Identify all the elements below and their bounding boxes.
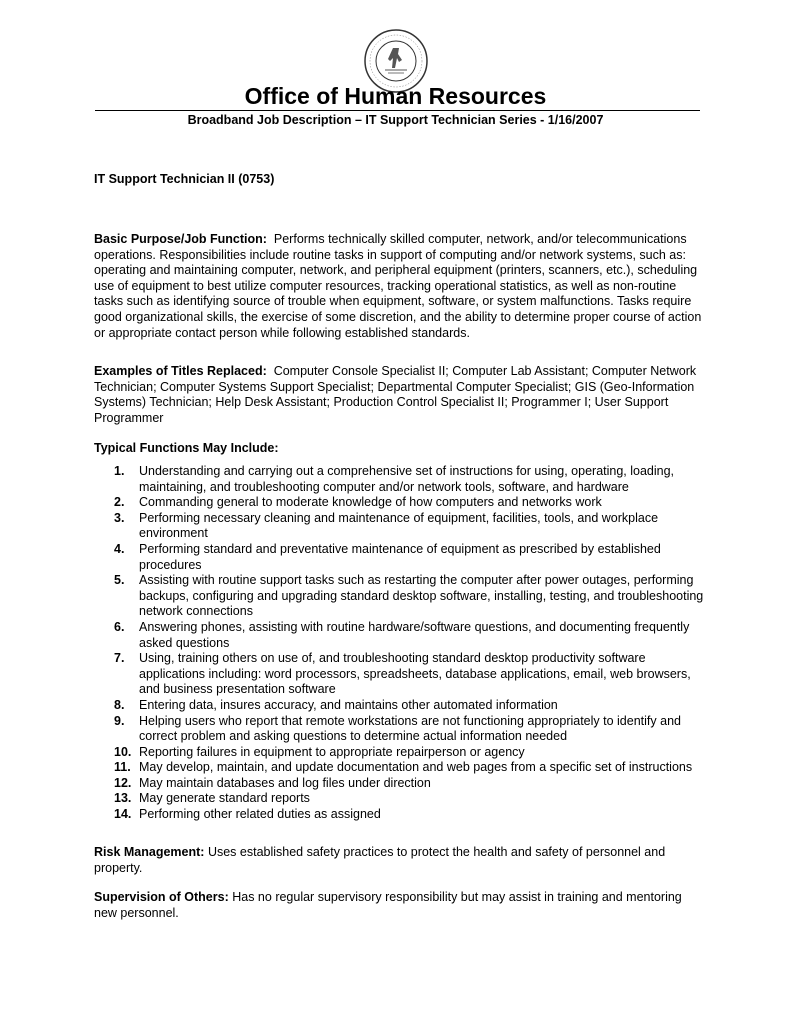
list-item-text: Performing other related duties as assigned	[139, 807, 381, 822]
list-item	[114, 651, 704, 698]
basic-purpose-label: Basic Purpose/Job Function:	[94, 232, 267, 246]
list-item-number: 14.	[114, 807, 132, 822]
list-item-text: Helping users who report that remote workstations are not functioning appropriately to identify and correct problem and asking questions to determine actual information needed	[139, 713, 681, 744]
list-item	[114, 714, 704, 745]
list-item	[114, 573, 704, 620]
list-item	[114, 807, 704, 823]
risk-management-section	[94, 845, 706, 876]
list-item-text: Assisting with routine support tasks such as restarting the computer after power outages, performing backups, configuring and upgrading standard desktop software, installing, testing, and troubleshooting network connections	[139, 573, 704, 619]
list-item-number: 2.	[114, 495, 125, 510]
position-title: IT Support Technician II (0753)	[94, 172, 275, 186]
list-item	[114, 760, 704, 776]
list-item-text: Understanding and carrying out a comprehensive set of instructions for using, operating, loading, maintaining, and troubleshooting computer and/or network tools, software, and hardware	[139, 464, 675, 494]
basic-purpose-text: Performs technically skilled computer, network, and/or telecommunications operations. Responsibilities include routine tasks in support of computing and/or network systems, such as: operating and maintaining computer, network, and peripheral equipment (printers, scanners, etc.), scheduling use of equipment to best utilize computer resources, tracking operational statistics, as well as non-routine tasks such as identifying source of trouble when equipment, software, or system malfunctions. Tasks require good organizational skills, the exercise of some discretion, and the ability to determine proper course of action or appropriate contact person while following established standards.	[94, 232, 702, 340]
list-item-text: May maintain databases and log files under direction	[139, 775, 431, 790]
list-item	[114, 464, 704, 495]
risk-management-text: Uses established safety practices to protect the health and safety of personnel and property.	[94, 845, 666, 875]
list-item-number: 4.	[114, 541, 125, 556]
list-item	[114, 511, 704, 542]
typical-functions-list	[114, 464, 704, 823]
page-title: Office of Human Resources	[244, 83, 547, 109]
list-item-number: 11.	[114, 760, 131, 775]
list-item	[114, 620, 704, 651]
list-item-text: May generate standard reports	[139, 791, 310, 806]
list-item-number: 8.	[114, 697, 125, 712]
list-item-text: Performing necessary cleaning and maintenance of equipment, facilities, tools, and workplace environment	[139, 510, 659, 541]
list-item-text: May develop, maintain, and update documentation and web pages from a specific set of instructions	[139, 760, 693, 775]
list-item-text: Commanding general to moderate knowledge of how computers and networks work	[139, 495, 602, 510]
list-item	[114, 698, 704, 714]
list-item	[114, 791, 704, 807]
list-item-number: 5.	[114, 573, 125, 588]
supervision-label: Supervision of Others:	[94, 890, 229, 904]
list-item-number: 1.	[114, 464, 125, 478]
risk-management-label: Risk Management:	[94, 845, 205, 859]
list-item-text: Entering data, insures accuracy, and maintains other automated information	[139, 697, 558, 712]
titles-replaced-section	[94, 364, 706, 426]
list-item-number: 12.	[114, 775, 132, 790]
list-item-number: 7.	[114, 651, 125, 666]
title-divider	[95, 110, 700, 111]
list-item-text: Reporting failures in equipment to appropriate repairperson or agency	[139, 744, 525, 759]
titles-replaced-text: Computer Console Specialist II; Computer Lab Assistant; Computer Network Technician; Computer Systems Support Specialist; Departmental Computer Specialist; GIS (Geo-Information Systems) Technician; Help Desk Assistant; Production Control Specialist II; Programmer I; User Support Programmer	[94, 364, 697, 425]
list-item-number: 9.	[114, 713, 125, 728]
supervision-section	[94, 890, 706, 921]
list-item	[114, 542, 704, 573]
list-item	[114, 495, 704, 511]
titles-replaced-label: Examples of Titles Replaced:	[94, 364, 267, 378]
page-subtitle: Broadband Job Description – IT Support Technician Series - 1/16/2007	[187, 113, 604, 127]
supervision-text: Has no regular supervisory responsibility but may assist in training and mentoring new personnel.	[94, 890, 682, 920]
list-item	[114, 776, 704, 792]
typical-functions-heading: Typical Functions May Include:	[94, 441, 279, 455]
list-item-number: 3.	[114, 510, 125, 525]
list-item-text: Using, training others on use of, and troubleshooting standard desktop productivity software applications including: word processors, spreadsheets, database applications, email, web browsers, and business presentation software	[139, 651, 691, 697]
list-item	[114, 745, 704, 761]
basic-purpose-section	[94, 232, 706, 341]
list-item-number: 6.	[114, 619, 125, 634]
list-item-number: 10.	[114, 744, 132, 759]
list-item-number: 13.	[114, 791, 132, 806]
list-item-text: Answering phones, assisting with routine hardware/software questions, and documenting frequently asked questions	[139, 619, 690, 650]
list-item-text: Performing standard and preventative maintenance of equipment as prescribed by established procedures	[139, 541, 661, 572]
